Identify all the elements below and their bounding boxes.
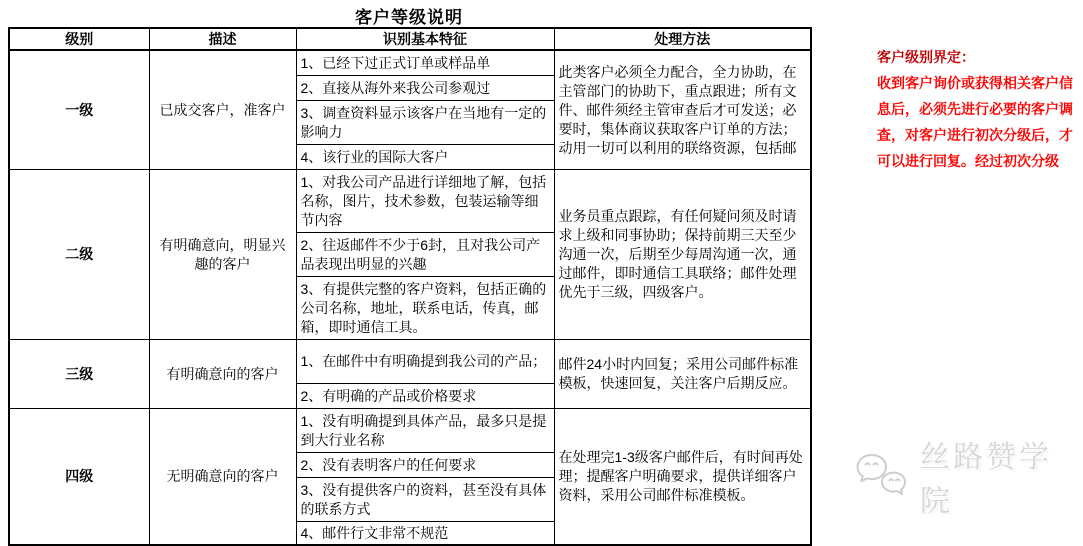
feature-cell: 3、调查资料显示该客户在当地有一定的影响力	[296, 101, 554, 145]
feature-cell: 4、邮件行文非常不规范	[296, 522, 554, 546]
description-cell-3: 有明确意向的客户	[149, 340, 296, 409]
feature-cell: 1、对我公司产品进行详细地了解，包括名称，图片，技术参数，包装运输等细节内容	[296, 170, 554, 233]
customer-grade-table	[8, 27, 812, 546]
side-note	[877, 44, 1083, 174]
feature-cell: 1、在邮件中有明确提到我公司的产品；	[296, 340, 554, 384]
handling-cell-1: 此类客户必须全力配合，全力协助，在主管部门的协助下，重点跟进；所有文件、邮件须经主管审查后才可发送；必要时，集体商议获取客户订单的方法；动用一切可以利用的联络资源，包括邮	[554, 50, 811, 170]
handling-cell-2: 业务员重点跟踪，有任何疑问须及时请求上级和同事协助；保持前期三天至少沟通一次，后期至少每周沟通一次，通过邮件，即时通信工具联络；邮件处理优先于三级，四级客户。	[554, 170, 811, 340]
wechat-icon	[856, 453, 908, 499]
feature-cell: 3、有提供完整的客户资料，包括正确的公司名称，地址，联系电话，传真，邮箱，即时通信工具。	[296, 277, 554, 340]
watermark-text: 丝路赞学院	[920, 441, 1052, 518]
handling-cell-4: 在处理完1-3级客户邮件后，有时间再处理；提醒客户明确要求，提供详细客户资料，采用公司邮件标准模板。	[554, 409, 811, 546]
level-cell-3: 三级	[9, 340, 149, 409]
feature-cell: 3、没有提供客户的资料，甚至没有具体的联系方式	[296, 478, 554, 522]
note-heading: 客户级别界定：	[877, 49, 975, 65]
description-cell-2: 有明确意向，明显兴趣的客户	[149, 170, 296, 340]
feature-cell: 1、没有明确提到具体产品，最多只是提到大行业名称	[296, 409, 554, 453]
feature-cell: 2、直接从海外来我公司参观过	[296, 76, 554, 101]
watermark	[856, 432, 1080, 520]
note-body: 收到客户询价或获得相关客户信息后，必须先进行必要的客户调查，对客户进行初次分级后，才可以进行回复。经过初次分级	[877, 75, 1073, 169]
description-cell-1: 已成交客户，准客户	[149, 50, 296, 170]
table-row	[9, 409, 811, 453]
feature-cell: 2、没有表明客户的任何要求	[296, 453, 554, 478]
header-handling: 处理方法	[554, 28, 811, 50]
header-level: 级别	[9, 28, 149, 50]
feature-cell: 2、有明确的产品或价格要求	[296, 384, 554, 409]
feature-cell: 2、往返邮件不少于6封，且对我公司产品表现出明显的兴趣	[296, 233, 554, 277]
table-row	[9, 50, 811, 76]
page-title: 客户等级说明	[355, 8, 463, 27]
level-cell-4: 四级	[9, 409, 149, 546]
handling-cell-3: 邮件24小时内回复；采用公司邮件标准模板，快速回复，关注客户后期反应。	[554, 340, 811, 409]
feature-cell: 1、已经下过正式订单或样品单	[296, 50, 554, 76]
table-header-row	[9, 28, 811, 50]
description-cell-4: 无明确意向的客户	[149, 409, 296, 546]
header-features: 识别基本特征	[296, 28, 554, 50]
level-cell-1: 一级	[9, 50, 149, 170]
feature-cell: 4、该行业的国际大客户	[296, 145, 554, 170]
level-cell-2: 二级	[9, 170, 149, 340]
table-row	[9, 340, 811, 384]
header-description: 描述	[149, 28, 296, 50]
table-row	[9, 170, 811, 233]
